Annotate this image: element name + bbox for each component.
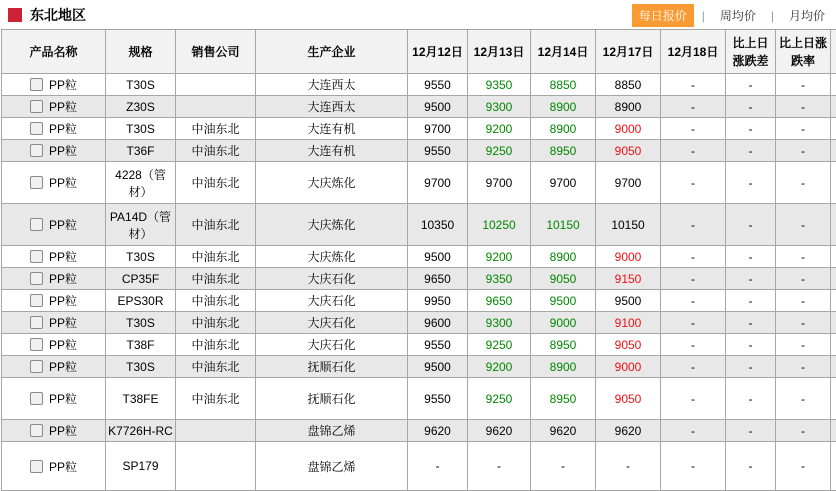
- row-checkbox[interactable]: [30, 294, 43, 307]
- product-label: PP粒: [48, 78, 77, 92]
- price-cell: 9500: [531, 290, 596, 312]
- price-cell: -: [661, 204, 726, 246]
- price-cell: 9200: [468, 246, 531, 268]
- price-cell: -: [776, 140, 831, 162]
- price-cell: -: [661, 246, 726, 268]
- clipped-cell: [831, 246, 836, 268]
- price-cell: 9700: [408, 118, 468, 140]
- price-cell: 9050: [531, 268, 596, 290]
- product-cell: [2, 334, 106, 356]
- clipped-cell: [831, 96, 836, 118]
- price-cell: -: [776, 96, 831, 118]
- company-cell: 中油东北: [176, 334, 256, 356]
- price-cell: 9500: [596, 290, 661, 312]
- price-cell: -: [408, 442, 468, 491]
- price-cell: -: [776, 356, 831, 378]
- price-cell: -: [726, 442, 776, 491]
- price-cell: 9350: [468, 74, 531, 96]
- product-cell: [2, 420, 106, 442]
- price-cell: 9000: [531, 312, 596, 334]
- product-label: PP粒: [48, 100, 77, 114]
- producer-cell: 盘锦乙烯: [256, 420, 408, 442]
- tab-weekly-average[interactable]: 周均价: [719, 9, 756, 23]
- clipped-cell: [831, 312, 836, 334]
- spec-cell: EPS30R: [106, 290, 176, 312]
- company-cell: 中油东北: [176, 378, 256, 420]
- producer-cell: 大庆石化: [256, 268, 408, 290]
- price-cell: -: [726, 334, 776, 356]
- price-cell: 9500: [408, 246, 468, 268]
- row-checkbox[interactable]: [30, 100, 43, 113]
- row-checkbox[interactable]: [30, 460, 43, 473]
- price-cell: -: [726, 204, 776, 246]
- price-cell: -: [661, 290, 726, 312]
- product-cell: [2, 290, 106, 312]
- product-cell: [2, 118, 106, 140]
- price-cell: 8900: [531, 118, 596, 140]
- producer-cell: 大连西太: [256, 74, 408, 96]
- price-cell: 8950: [531, 140, 596, 162]
- price-cell: 9000: [596, 246, 661, 268]
- col-header-spec: 规格: [106, 30, 176, 74]
- producer-cell: 大连有机: [256, 118, 408, 140]
- company-cell: 中油东北: [176, 140, 256, 162]
- price-cell: 9650: [408, 268, 468, 290]
- price-cell: 9700: [408, 162, 468, 204]
- row-checkbox[interactable]: [30, 78, 43, 91]
- price-cell: -: [661, 356, 726, 378]
- product-label: PP粒: [48, 122, 77, 136]
- col-header-clipped: [831, 30, 836, 74]
- table-row: [2, 162, 836, 204]
- product-cell: [2, 204, 106, 246]
- col-header-day-diff: 比上日涨跌差: [726, 30, 776, 74]
- company-cell: 中油东北: [176, 268, 256, 290]
- table-row: [2, 378, 836, 420]
- price-cell: 9620: [468, 420, 531, 442]
- price-cell: 9620: [596, 420, 661, 442]
- price-cell: 9200: [468, 356, 531, 378]
- price-cell: -: [726, 74, 776, 96]
- price-cell: 9550: [408, 334, 468, 356]
- price-cell: 9350: [468, 268, 531, 290]
- red-square-icon: [8, 8, 22, 22]
- price-cell: 8900: [531, 246, 596, 268]
- price-cell: -: [661, 96, 726, 118]
- price-cell: -: [776, 290, 831, 312]
- price-cell: 10150: [531, 204, 596, 246]
- row-checkbox[interactable]: [30, 250, 43, 263]
- table-row: [2, 334, 836, 356]
- table-row: [2, 268, 836, 290]
- company-cell: 中油东北: [176, 162, 256, 204]
- producer-cell: 大庆石化: [256, 290, 408, 312]
- price-cell: 9300: [468, 96, 531, 118]
- clipped-cell: [831, 118, 836, 140]
- price-cell: -: [726, 290, 776, 312]
- product-label: PP粒: [48, 272, 77, 286]
- table-row: [2, 96, 836, 118]
- producer-cell: 盘锦乙烯: [256, 442, 408, 491]
- price-cell: 9200: [468, 118, 531, 140]
- row-checkbox[interactable]: [30, 176, 43, 189]
- price-cell: 9550: [408, 140, 468, 162]
- price-cell: 9150: [596, 268, 661, 290]
- company-cell: 中油东北: [176, 356, 256, 378]
- product-label: PP粒: [48, 144, 77, 158]
- product-cell: [2, 140, 106, 162]
- table-row: [2, 290, 836, 312]
- producer-cell: 大庆炼化: [256, 204, 408, 246]
- product-cell: [2, 74, 106, 96]
- price-cell: 10150: [596, 204, 661, 246]
- price-cell: 9550: [408, 378, 468, 420]
- product-cell: [2, 246, 106, 268]
- price-cell: -: [776, 118, 831, 140]
- price-table-wrapper: [0, 29, 836, 491]
- clipped-cell: [831, 378, 836, 420]
- price-cell: -: [776, 420, 831, 442]
- row-checkbox[interactable]: [30, 392, 43, 405]
- price-cell: -: [776, 312, 831, 334]
- price-cell: -: [661, 268, 726, 290]
- col-header-date-5: 12月18日: [661, 30, 726, 74]
- tab-separator: |: [701, 8, 705, 23]
- price-cell: 9500: [408, 96, 468, 118]
- product-label: PP粒: [48, 218, 77, 232]
- spec-cell: T36F: [106, 140, 176, 162]
- price-cell: -: [776, 204, 831, 246]
- col-header-company: 销售公司: [176, 30, 256, 74]
- price-cell: 9050: [596, 378, 661, 420]
- header-row: [2, 30, 836, 74]
- price-cell: 10350: [408, 204, 468, 246]
- product-cell: [2, 378, 106, 420]
- price-cell: 9700: [531, 162, 596, 204]
- clipped-cell: [831, 140, 836, 162]
- spec-cell: T30S: [106, 246, 176, 268]
- price-cell: 10250: [468, 204, 531, 246]
- row-checkbox[interactable]: [30, 122, 43, 135]
- price-cell: 9100: [596, 312, 661, 334]
- table-row: [2, 118, 836, 140]
- col-header-day-rate: 比上日涨跌率: [776, 30, 831, 74]
- row-checkbox[interactable]: [30, 338, 43, 351]
- price-cell: 8900: [531, 96, 596, 118]
- spec-cell: T38FE: [106, 378, 176, 420]
- product-label: PP粒: [48, 459, 77, 474]
- price-cell: 9250: [468, 140, 531, 162]
- price-cell: -: [726, 118, 776, 140]
- product-cell: [2, 96, 106, 118]
- spec-cell: T38F: [106, 334, 176, 356]
- price-cell: -: [726, 96, 776, 118]
- price-cell: 9550: [408, 74, 468, 96]
- price-cell: -: [726, 312, 776, 334]
- price-table: [1, 29, 836, 491]
- price-cell: -: [661, 442, 726, 491]
- price-cell: 9000: [596, 356, 661, 378]
- company-cell: [176, 420, 256, 442]
- product-cell: [2, 162, 106, 204]
- price-cell: -: [776, 378, 831, 420]
- producer-cell: 抚顺石化: [256, 356, 408, 378]
- product-label: PP粒: [48, 392, 77, 406]
- table-row: [2, 246, 836, 268]
- price-cell: -: [726, 140, 776, 162]
- table-body: [2, 74, 836, 491]
- price-cell: -: [661, 334, 726, 356]
- product-label: PP粒: [48, 294, 77, 308]
- price-cell: -: [661, 378, 726, 420]
- price-cell: -: [726, 356, 776, 378]
- spec-cell: 4228（管材）: [106, 162, 176, 204]
- col-header-producer: 生产企业: [256, 30, 408, 74]
- spec-cell: Z30S: [106, 96, 176, 118]
- clipped-cell: [831, 204, 836, 246]
- product-cell: [2, 356, 106, 378]
- spec-cell: T30S: [106, 74, 176, 96]
- tab-daily-quote[interactable]: 每日报价: [632, 4, 694, 27]
- price-cell: 9620: [531, 420, 596, 442]
- price-cell: -: [661, 162, 726, 204]
- price-cell: -: [726, 268, 776, 290]
- col-header-date-2: 12月13日: [468, 30, 531, 74]
- col-header-date-3: 12月14日: [531, 30, 596, 74]
- producer-cell: 大庆石化: [256, 312, 408, 334]
- clipped-cell: [831, 442, 836, 491]
- product-label: PP粒: [48, 360, 77, 374]
- producer-cell: 大庆石化: [256, 334, 408, 356]
- spec-cell: T30S: [106, 118, 176, 140]
- price-cell: 8850: [531, 74, 596, 96]
- product-label: PP粒: [48, 338, 77, 352]
- price-cell: -: [776, 162, 831, 204]
- col-header-date-1: 12月12日: [408, 30, 468, 74]
- spec-cell: T30S: [106, 312, 176, 334]
- price-cell: 9050: [596, 140, 661, 162]
- company-cell: 中油东北: [176, 246, 256, 268]
- company-cell: 中油东北: [176, 290, 256, 312]
- price-cell: 9300: [468, 312, 531, 334]
- price-cell: -: [661, 312, 726, 334]
- price-cell: 8950: [531, 334, 596, 356]
- row-checkbox[interactable]: [30, 272, 43, 285]
- row-checkbox[interactable]: [30, 360, 43, 373]
- price-cell: -: [661, 74, 726, 96]
- price-cell: 9250: [468, 378, 531, 420]
- row-checkbox[interactable]: [30, 424, 43, 437]
- spec-cell: SP179: [106, 442, 176, 491]
- price-cell: -: [776, 74, 831, 96]
- spec-cell: K7726H-RC: [106, 420, 176, 442]
- producer-cell: 抚顺石化: [256, 378, 408, 420]
- price-cell: -: [776, 246, 831, 268]
- price-cell: 8850: [596, 74, 661, 96]
- spec-cell: PA14D（管材）: [106, 204, 176, 246]
- price-cell: 9700: [468, 162, 531, 204]
- table-row: [2, 204, 836, 246]
- price-cell: -: [776, 268, 831, 290]
- clipped-cell: [831, 356, 836, 378]
- row-checkbox[interactable]: [30, 218, 43, 231]
- clipped-cell: [831, 420, 836, 442]
- table-row: [2, 140, 836, 162]
- price-cell: -: [531, 442, 596, 491]
- company-cell: [176, 96, 256, 118]
- price-cell: -: [726, 246, 776, 268]
- price-cell: 8950: [531, 378, 596, 420]
- price-cell: -: [726, 378, 776, 420]
- row-checkbox[interactable]: [30, 316, 43, 329]
- price-cell: 9600: [408, 312, 468, 334]
- price-cell: 9000: [596, 118, 661, 140]
- producer-cell: 大连西太: [256, 96, 408, 118]
- price-cell: 9650: [468, 290, 531, 312]
- company-cell: 中油东北: [176, 312, 256, 334]
- producer-cell: 大庆炼化: [256, 246, 408, 268]
- col-header-date-4: 12月17日: [596, 30, 661, 74]
- product-cell: [2, 268, 106, 290]
- product-label: PP粒: [48, 424, 77, 438]
- tab-monthly-average[interactable]: 月均价: [788, 9, 825, 23]
- quote-type-tabs: [632, 4, 832, 27]
- price-cell: 9250: [468, 334, 531, 356]
- product-cell: [2, 312, 106, 334]
- product-label: PP粒: [48, 176, 77, 190]
- price-cell: -: [776, 442, 831, 491]
- row-checkbox[interactable]: [30, 144, 43, 157]
- product-label: PP粒: [48, 250, 77, 264]
- price-cell: 9700: [596, 162, 661, 204]
- table-row: [2, 356, 836, 378]
- table-row: [2, 74, 836, 96]
- clipped-cell: [831, 74, 836, 96]
- price-cell: 8900: [531, 356, 596, 378]
- col-header-product: 产品名称: [2, 30, 106, 74]
- company-cell: [176, 74, 256, 96]
- price-cell: -: [661, 118, 726, 140]
- table-row: [2, 442, 836, 491]
- clipped-cell: [831, 290, 836, 312]
- table-row: [2, 420, 836, 442]
- price-cell: -: [661, 420, 726, 442]
- price-cell: -: [596, 442, 661, 491]
- spec-cell: T30S: [106, 356, 176, 378]
- spec-cell: CP35F: [106, 268, 176, 290]
- price-cell: -: [776, 334, 831, 356]
- price-cell: -: [661, 140, 726, 162]
- product-cell: [2, 442, 106, 491]
- company-cell: 中油东北: [176, 204, 256, 246]
- price-cell: 9620: [408, 420, 468, 442]
- producer-cell: 大庆炼化: [256, 162, 408, 204]
- clipped-cell: [831, 268, 836, 290]
- table-row: [2, 312, 836, 334]
- price-cell: -: [726, 162, 776, 204]
- price-cell: -: [468, 442, 531, 491]
- tab-separator: |: [770, 8, 774, 23]
- company-cell: 中油东北: [176, 118, 256, 140]
- producer-cell: 大连有机: [256, 140, 408, 162]
- price-cell: 8900: [596, 96, 661, 118]
- price-cell: 9950: [408, 290, 468, 312]
- clipped-cell: [831, 334, 836, 356]
- product-label: PP粒: [48, 316, 77, 330]
- page-title: 东北地区: [30, 6, 86, 23]
- price-cell: -: [726, 420, 776, 442]
- clipped-cell: [831, 162, 836, 204]
- company-cell: [176, 442, 256, 491]
- price-cell: 9500: [408, 356, 468, 378]
- price-cell: 9050: [596, 334, 661, 356]
